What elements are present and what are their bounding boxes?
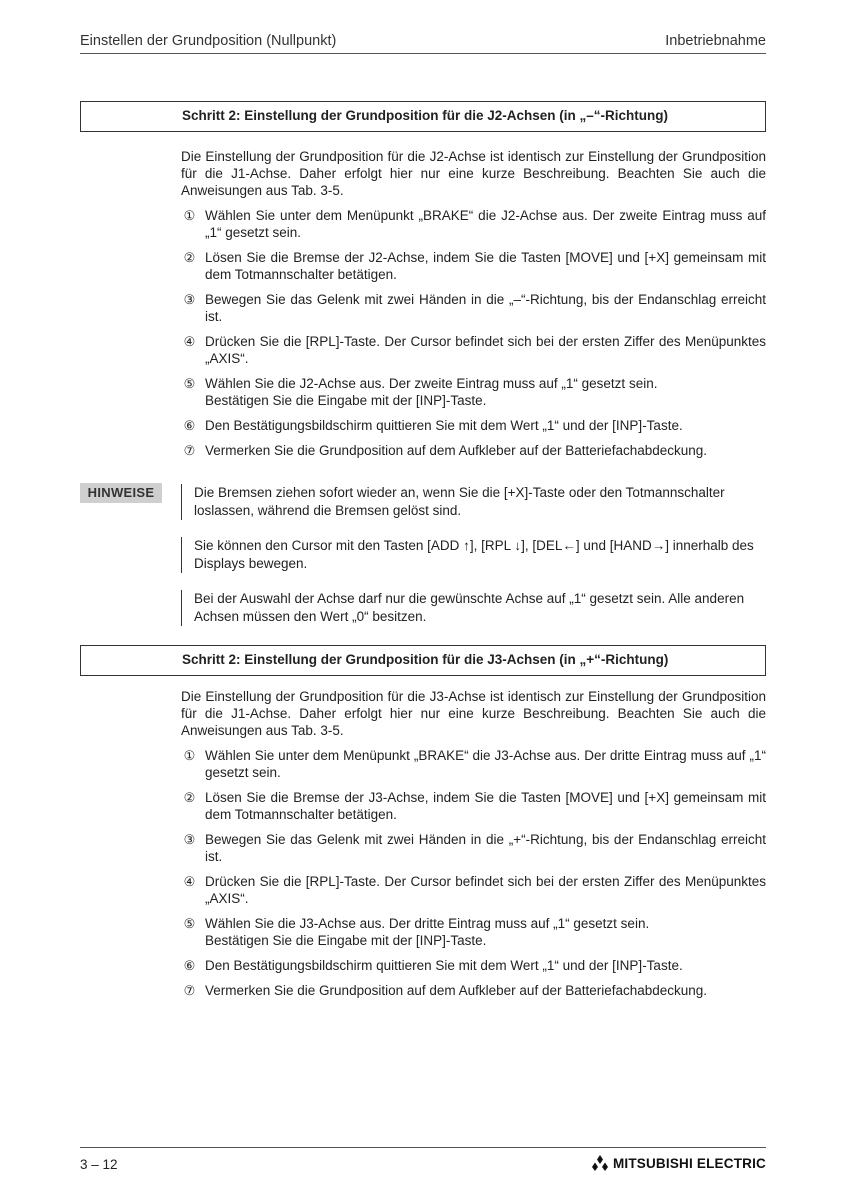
section2-content <box>181 688 766 1007</box>
step-item <box>181 249 766 283</box>
step-text: Bewegen Sie das Gelenk mit zwei Händen in die „+“-Richtung, bis der Endanschlag erreicht ist. <box>205 832 766 864</box>
header-section-title: Inbetriebnahme <box>665 33 766 49</box>
section1-title: Schritt 2: Einstellung der Grundposition für die J2-Achsen (in „–“-Richtung) <box>182 108 669 123</box>
step-number: ① <box>183 208 196 223</box>
section2-intro: Die Einstellung der Grundposition für die J3-Achse ist identisch zur Einstellung der Grundposition für die J1-Achse. Daher erfolgt hier nur eine kurze Beschreibung. Beachten Sie auch die Anweisungen aus Tab. 3-5. <box>181 689 766 738</box>
step-text: Wählen Sie die J2-Achse aus. Der zweite Eintrag muss auf „1“ gesetzt sein. <box>205 376 658 391</box>
step-item <box>181 831 766 865</box>
step-item <box>181 957 766 974</box>
step-number: ④ <box>183 874 196 889</box>
step-item <box>181 375 766 409</box>
hinweis-note: Sie können den Cursor mit den Tasten [ADD ↑], [RPL ↓], [DEL←] und [HAND→] innerhalb des Displays bewegen. <box>181 537 766 573</box>
step-text: Wählen Sie unter dem Menüpunkt „BRAKE“ die J2-Achse aus. Der zweite Eintrag muss auf „1“ gesetzt sein. <box>205 208 766 240</box>
step-number: ⑤ <box>183 376 196 391</box>
step-text: Lösen Sie die Bremse der J3-Achse, indem Sie die Tasten [MOVE] und [+X] gemeinsam mit dem Totmannschalter betätigen. <box>205 790 766 822</box>
step-item <box>181 747 766 781</box>
section1-content <box>181 148 766 467</box>
header-chapter-title: Einstellen der Grundposition (Nullpunkt) <box>80 33 337 49</box>
step-text: Wählen Sie unter dem Menüpunkt „BRAKE“ die J3-Achse aus. Der dritte Eintrag muss auf „1“ gesetzt sein. <box>205 748 766 780</box>
step-number: ④ <box>183 334 196 349</box>
section1-steps <box>181 207 766 459</box>
step-item <box>181 442 766 459</box>
step-text: Drücken Sie die [RPL]-Taste. Der Cursor befindet sich bei der ersten Ziffer des Menüpunktes „AXIS“. <box>205 334 766 366</box>
mitsubishi-diamonds-icon <box>590 1155 610 1171</box>
step-number: ⑦ <box>183 983 196 998</box>
section1-intro: Die Einstellung der Grundposition für die J2-Achse ist identisch zur Einstellung der Grundposition für die J1-Achse. Daher erfolgt hier nur eine kurze Beschreibung. Beachten Sie auch die Anweisungen aus Tab. 3-5. <box>181 149 766 198</box>
step-text-continuation: Bestätigen Sie die Eingabe mit der [INP]-Taste. <box>205 933 487 948</box>
step-number: ⑦ <box>183 443 196 458</box>
section2-steps <box>181 747 766 999</box>
step-number: ① <box>183 748 196 763</box>
section2-title: Schritt 2: Einstellung der Grundposition für die J3-Achsen (in „+“-Richtung) <box>182 652 669 667</box>
step-item <box>181 207 766 241</box>
step-text: Drücken Sie die [RPL]-Taste. Der Cursor befindet sich bei der ersten Ziffer des Menüpunktes „AXIS“. <box>205 874 766 906</box>
step-text: Wählen Sie die J3-Achse aus. Der dritte Eintrag muss auf „1“ gesetzt sein. <box>205 916 650 931</box>
page-footer <box>80 1147 766 1177</box>
step-text: Bewegen Sie das Gelenk mit zwei Händen in die „–“-Richtung, bis der Endanschlag erreicht ist. <box>205 292 766 324</box>
step-text: Vermerken Sie die Grundposition auf dem Aufkleber auf der Batteriefachabdeckung. <box>205 443 708 458</box>
brand-name: MITSUBISHI ELECTRIC <box>612 1155 766 1171</box>
step-number: ⑥ <box>183 418 196 433</box>
page-number: 3 – 12 <box>80 1157 118 1172</box>
step-item <box>181 417 766 434</box>
step-text: Den Bestätigungsbildschirm quittieren Sie mit dem Wert „1“ und der [INP]-Taste. <box>205 418 683 433</box>
hinweis-note: Bei der Auswahl der Achse darf nur die gewünschte Achse auf „1“ gesetzt sein. Alle anderen Achsen müssen den Wert „0“ besitzen. <box>181 590 766 626</box>
step-item <box>181 291 766 325</box>
step-item <box>181 915 766 949</box>
hinweise-label: HINWEISE <box>80 483 162 503</box>
section2-heading-box <box>80 645 766 676</box>
step-number: ⑤ <box>183 916 196 931</box>
brand-logo <box>590 1155 766 1171</box>
step-item <box>181 982 766 999</box>
section1-heading-box <box>80 101 766 132</box>
step-number: ⑥ <box>183 958 196 973</box>
step-number: ② <box>183 790 196 805</box>
step-item <box>181 333 766 367</box>
step-item <box>181 873 766 907</box>
page-header <box>80 30 766 54</box>
step-text: Vermerken Sie die Grundposition auf dem Aufkleber auf der Batteriefachabdeckung. <box>205 983 708 998</box>
step-text: Lösen Sie die Bremse der J2-Achse, indem Sie die Tasten [MOVE] und [+X] gemeinsam mit dem Totmannschalter betätigen. <box>205 250 766 282</box>
step-number: ③ <box>183 832 196 847</box>
step-number: ③ <box>183 292 196 307</box>
step-text: Den Bestätigungsbildschirm quittieren Sie mit dem Wert „1“ und der [INP]-Taste. <box>205 958 683 973</box>
step-number: ② <box>183 250 196 265</box>
hinweis-note: Die Bremsen ziehen sofort wieder an, wenn Sie die [+X]-Taste oder den Totmannschalter loslassen, während die Bremsen gelöst sind. <box>181 484 766 520</box>
step-item <box>181 789 766 823</box>
step-text-continuation: Bestätigen Sie die Eingabe mit der [INP]-Taste. <box>205 393 487 408</box>
